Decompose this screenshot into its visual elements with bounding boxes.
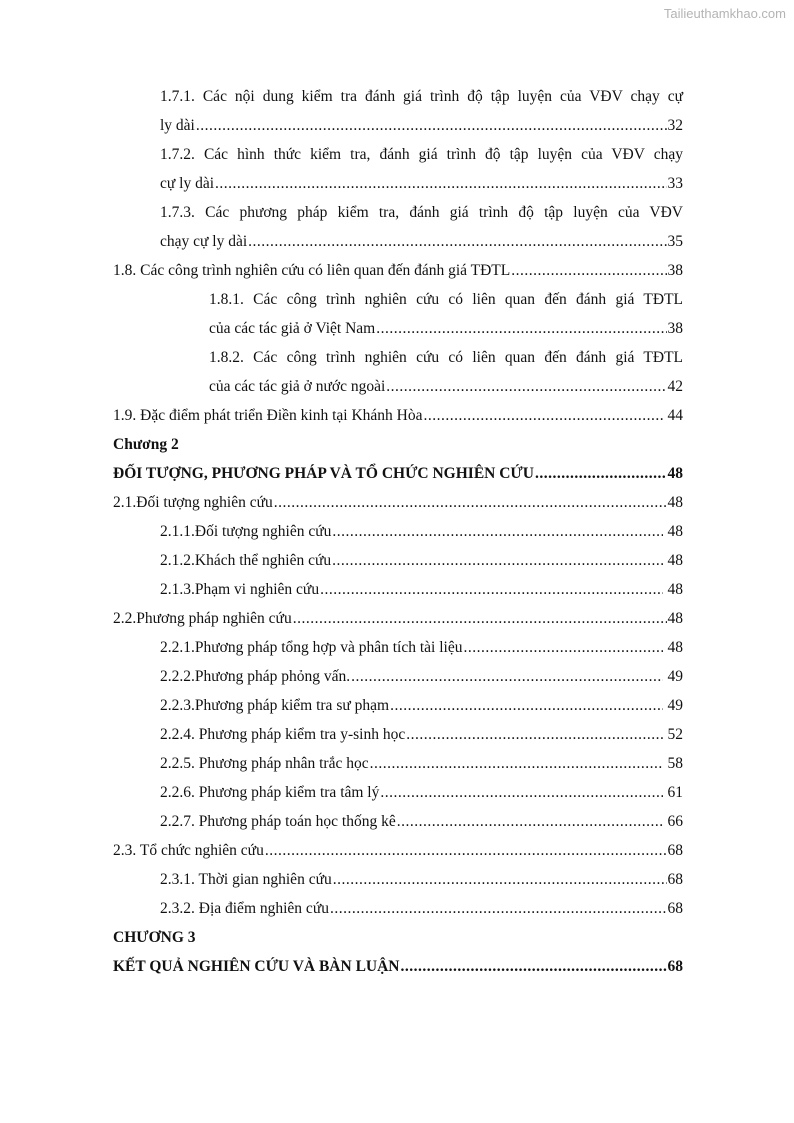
dot-leader (370, 749, 663, 778)
page-number: 38 (667, 320, 683, 337)
toc-entry (160, 894, 683, 923)
toc-entry (160, 169, 683, 198)
page-number: 33 (667, 175, 683, 192)
toc-entry (160, 720, 683, 749)
entry-title: 2.3.1. Thời gian nghiên cứu (160, 871, 332, 888)
page-number: 68 (667, 842, 683, 859)
dot-leader (397, 807, 663, 836)
table-of-contents (0, 82, 794, 981)
watermark-text: Tailieuthamkhao.com (663, 6, 786, 21)
entry-title: của các tác giả ở Việt Nam (209, 320, 376, 337)
page-number: 68 (667, 900, 683, 917)
dot-leader (535, 459, 667, 488)
toc-entry (113, 459, 683, 488)
entry-title: 1.9. Đặc điểm phát triển Điền kinh tại Khánh Hòa (113, 407, 423, 424)
entry-title: 2.2.3.Phương pháp kiểm tra sư phạm (160, 697, 390, 714)
toc-entry (160, 517, 683, 546)
page-number: 48 (667, 552, 683, 569)
entry-title: 2.2.2.Phương pháp phỏng vấn. (160, 668, 351, 685)
entry-title: 2.3.2. Địa điểm nghiên cứu (160, 900, 329, 917)
entry-title: chạy cự ly dài (160, 233, 248, 250)
page-number: 66 (667, 813, 683, 830)
dot-leader (511, 256, 666, 285)
toc-entry (113, 836, 683, 865)
toc-entry (160, 227, 683, 256)
dot-leader (196, 111, 667, 140)
page-number: 68 (667, 871, 683, 888)
dot-leader (333, 865, 667, 894)
entry-title-line: 1.7.1. Các nội dung kiểm tra đánh giá trình độ tập luyện của VĐV chạy cự (160, 88, 683, 105)
page-number: 48 (667, 639, 683, 656)
dot-leader (215, 169, 666, 198)
page-number: 52 (667, 726, 683, 743)
toc-entry (160, 778, 683, 807)
toc-entry (113, 952, 683, 981)
page-number: 58 (667, 755, 683, 772)
toc-entry (160, 575, 683, 604)
toc-entry (160, 111, 683, 140)
page-number: 35 (667, 233, 683, 250)
page-number: 49 (667, 668, 683, 685)
dot-leader (332, 546, 662, 575)
entry-title-line: 1.7.3. Các phương pháp kiểm tra, đánh giá trình độ tập luyện của VĐV (160, 204, 683, 221)
toc-entry (160, 749, 683, 778)
toc-entry (160, 546, 683, 575)
entry-title: 2.1.Đối tượng nghiên cứu (113, 494, 273, 511)
toc-entry (160, 633, 683, 662)
page-number: 48 (667, 465, 683, 482)
dot-leader (320, 575, 662, 604)
toc-entry (209, 372, 683, 401)
chapter-heading: Chương 2 (113, 436, 179, 453)
dot-leader (293, 604, 667, 633)
page-number: 42 (667, 378, 683, 395)
dot-leader (390, 691, 662, 720)
toc-entry (113, 488, 683, 517)
dot-leader (248, 227, 666, 256)
entry-title: của các tác giả ở nước ngoài (209, 378, 386, 395)
entry-title: 2.2.1.Phương pháp tổng hợp và phân tích tài liệu (160, 639, 463, 656)
entry-title: cự ly dài (160, 175, 215, 192)
toc-entry (160, 865, 683, 894)
dot-leader (265, 836, 667, 865)
entry-title: 2.2.5. Phương pháp nhân trắc học (160, 755, 369, 772)
toc-entry (113, 256, 683, 285)
entry-title: KẾT QUẢ NGHIÊN CỨU VÀ BÀN LUẬN (113, 958, 400, 975)
page-number: 48 (667, 581, 683, 598)
page-number: 32 (667, 117, 683, 134)
toc-entry (209, 314, 683, 343)
dot-leader (424, 401, 663, 430)
entry-title: 1.8. Các công trình nghiên cứu có liên quan đến đánh giá TĐTL (113, 262, 511, 279)
entry-title-line: 1.7.2. Các hình thức kiểm tra, đánh giá trình độ tập luyện của VĐV chạy (160, 146, 683, 163)
entry-title: 2.1.3.Phạm vi nghiên cứu (160, 581, 320, 598)
entry-title: 2.2.7. Phương pháp toán học thống kê (160, 813, 396, 830)
dot-leader (330, 894, 667, 923)
chapter-heading: CHƯƠNG 3 (113, 929, 196, 946)
dot-leader (406, 720, 662, 749)
dot-leader (274, 488, 667, 517)
entry-title: ĐỐI TƯỢNG, PHƯƠNG PHÁP VÀ TỔ CHỨC NGHIÊN CỨU (113, 465, 534, 482)
dot-leader (351, 662, 662, 691)
entry-title: 2.2.4. Phương pháp kiểm tra y-sinh học (160, 726, 406, 743)
entry-title: 2.2.Phương pháp nghiên cứu (113, 610, 292, 627)
dot-leader (332, 517, 662, 546)
toc-entry (160, 691, 683, 720)
dot-leader (376, 314, 666, 343)
entry-title: 2.1.1.Đối tượng nghiên cứu (160, 523, 332, 540)
toc-entry (113, 604, 683, 633)
entry-title-line: 1.8.1. Các công trình nghiên cứu có liên quan đến đánh giá TĐTL (209, 291, 683, 308)
toc-entry (160, 807, 683, 836)
toc-entry (160, 662, 683, 691)
dot-leader (401, 952, 667, 981)
dot-leader (386, 372, 666, 401)
page-number: 49 (667, 697, 683, 714)
page-number: 48 (667, 494, 683, 511)
page-number: 48 (667, 610, 683, 627)
entry-title: 2.3. Tổ chức nghiên cứu (113, 842, 264, 859)
page-number: 68 (667, 958, 683, 975)
toc-entry (113, 401, 683, 430)
dot-leader (380, 778, 662, 807)
page-number: 48 (667, 523, 683, 540)
entry-title-line: 1.8.2. Các công trình nghiên cứu có liên quan đến đánh giá TĐTL (209, 349, 683, 366)
entry-title: ly dài (160, 117, 195, 134)
page-number: 61 (667, 784, 683, 801)
page-number: 44 (667, 407, 683, 424)
page-number: 38 (667, 262, 683, 279)
entry-title: 2.1.2.Khách thể nghiên cứu (160, 552, 332, 569)
dot-leader (463, 633, 662, 662)
entry-title: 2.2.6. Phương pháp kiểm tra tâm lý (160, 784, 380, 801)
